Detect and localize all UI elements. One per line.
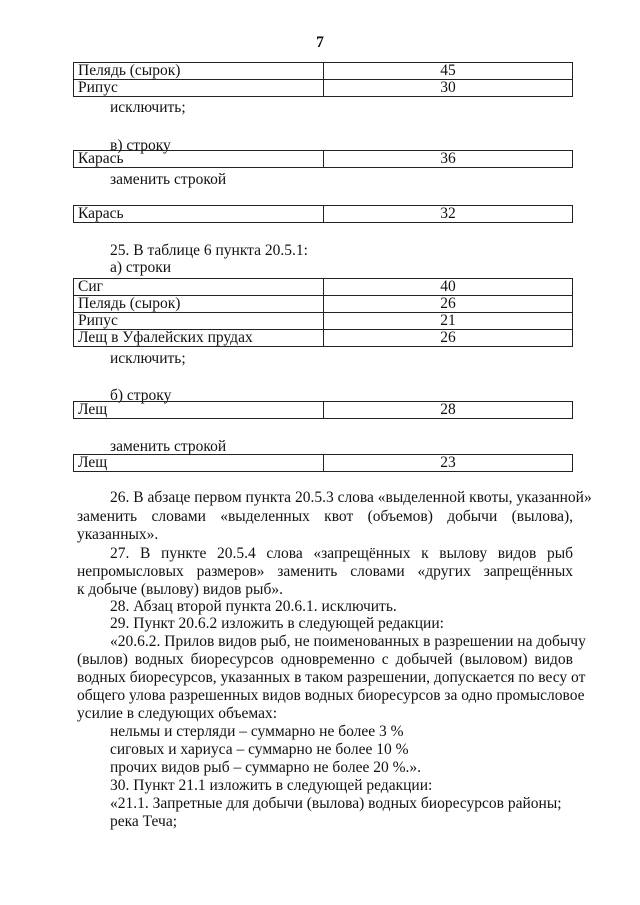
cell-name: Сиг — [74, 279, 324, 296]
cell-name: Карась — [74, 206, 324, 223]
quote-20-6-2-line: усилие в следующих объемах: — [77, 705, 278, 722]
cell-name: Лещ — [74, 455, 324, 472]
quote-20-6-2-line: водных биоресурсов, указанных в таком разрешении, допускается по весу от — [77, 669, 586, 686]
table-row — [74, 80, 573, 97]
river-item: река Теча; — [110, 813, 178, 830]
paragraph-26-line: заменить словами «выделенных квот (объемов) добычи (вылова), — [77, 508, 573, 525]
quote-20-6-2-line: общего улова разрешенных видов водных биоресурсов за одно промысловое — [77, 687, 585, 704]
instruction-text: б) строку — [110, 387, 172, 404]
instruction-text: а) строки — [110, 259, 172, 276]
table-excluded-rows-2 — [73, 278, 573, 347]
table-row — [74, 63, 573, 80]
page-number: 7 — [316, 34, 324, 51]
cell-name: Карась — [74, 151, 324, 168]
cell-name: Пелядь (сырок) — [74, 63, 324, 80]
paragraph-27-line: 27. В пункте 20.5.4 слова «запрещённых к вылову видов рыб — [110, 545, 573, 562]
table-row — [74, 296, 573, 313]
table-row-new — [73, 454, 573, 472]
paragraph-26-line: 26. В абзаце первом пункта 20.5.3 слова «выделенной квоты, указанной» — [110, 489, 592, 506]
quote-20-6-2-line: (вылов) водных биоресурсов одновременно с добычей (выловом) видов — [77, 651, 573, 668]
limit-item: сиговых и хариуса – суммарно не более 10 % — [110, 741, 409, 758]
instruction-text: заменить строкой — [110, 171, 227, 188]
paragraph-25: 25. В таблице 6 пункта 20.5.1: — [110, 242, 308, 259]
quote-21-1: «21.1. Запретные для добычи (вылова) водных биоресурсов районы; — [110, 795, 562, 812]
limit-item: нельмы и стерляди – суммарно не более 3 % — [110, 723, 404, 740]
cell-value: 36 — [324, 151, 573, 168]
table-row-new — [73, 205, 573, 223]
instruction-text: исключить; — [110, 350, 186, 367]
paragraph-28: 28. Абзац второй пункта 20.6.1. исключить. — [110, 598, 397, 615]
cell-name: Пелядь (сырок) — [74, 296, 324, 313]
cell-value: 30 — [324, 80, 573, 97]
cell-value: 21 — [324, 313, 573, 330]
limit-item: прочих видов рыб – суммарно не более 20 %.». — [110, 759, 422, 776]
cell-value: 26 — [324, 296, 573, 313]
table-row-old — [73, 150, 573, 168]
cell-value: 45 — [324, 63, 573, 80]
cell-value: 23 — [324, 455, 573, 472]
cell-name: Рипус — [74, 313, 324, 330]
table-row — [74, 402, 573, 419]
cell-value: 26 — [324, 330, 573, 347]
table-row-old — [73, 401, 573, 419]
cell-name: Лещ в Уфалейских прудах — [74, 330, 324, 347]
table-row — [74, 313, 573, 330]
cell-name: Рипус — [74, 80, 324, 97]
paragraph-26-line: указанных». — [77, 526, 159, 543]
paragraph-27-line: непромысловых размеров» заменить словами «других запрещённых — [77, 563, 573, 580]
cell-name: Лещ — [74, 402, 324, 419]
instruction-text: исключить; — [110, 99, 186, 116]
cell-value: 32 — [324, 206, 573, 223]
cell-value: 40 — [324, 279, 573, 296]
table-row — [74, 151, 573, 168]
table-row — [74, 455, 573, 472]
table-excluded-rows-1 — [73, 62, 573, 97]
table-row — [74, 206, 573, 223]
cell-value: 28 — [324, 402, 573, 419]
paragraph-27-line: к добыче (вылову) видов рыб». — [77, 581, 283, 598]
paragraph-30: 30. Пункт 21.1 изложить в следующей редакции: — [110, 777, 433, 794]
instruction-text: в) строку — [110, 137, 171, 154]
paragraph-29: 29. Пункт 20.6.2 изложить в следующей редакции: — [110, 615, 444, 632]
table-row — [74, 279, 573, 296]
quote-20-6-2-line: «20.6.2. Прилов видов рыб, не поименованных в разрешении на добычу — [110, 633, 586, 650]
table-row — [74, 330, 573, 347]
instruction-text: заменить строкой — [110, 438, 227, 455]
